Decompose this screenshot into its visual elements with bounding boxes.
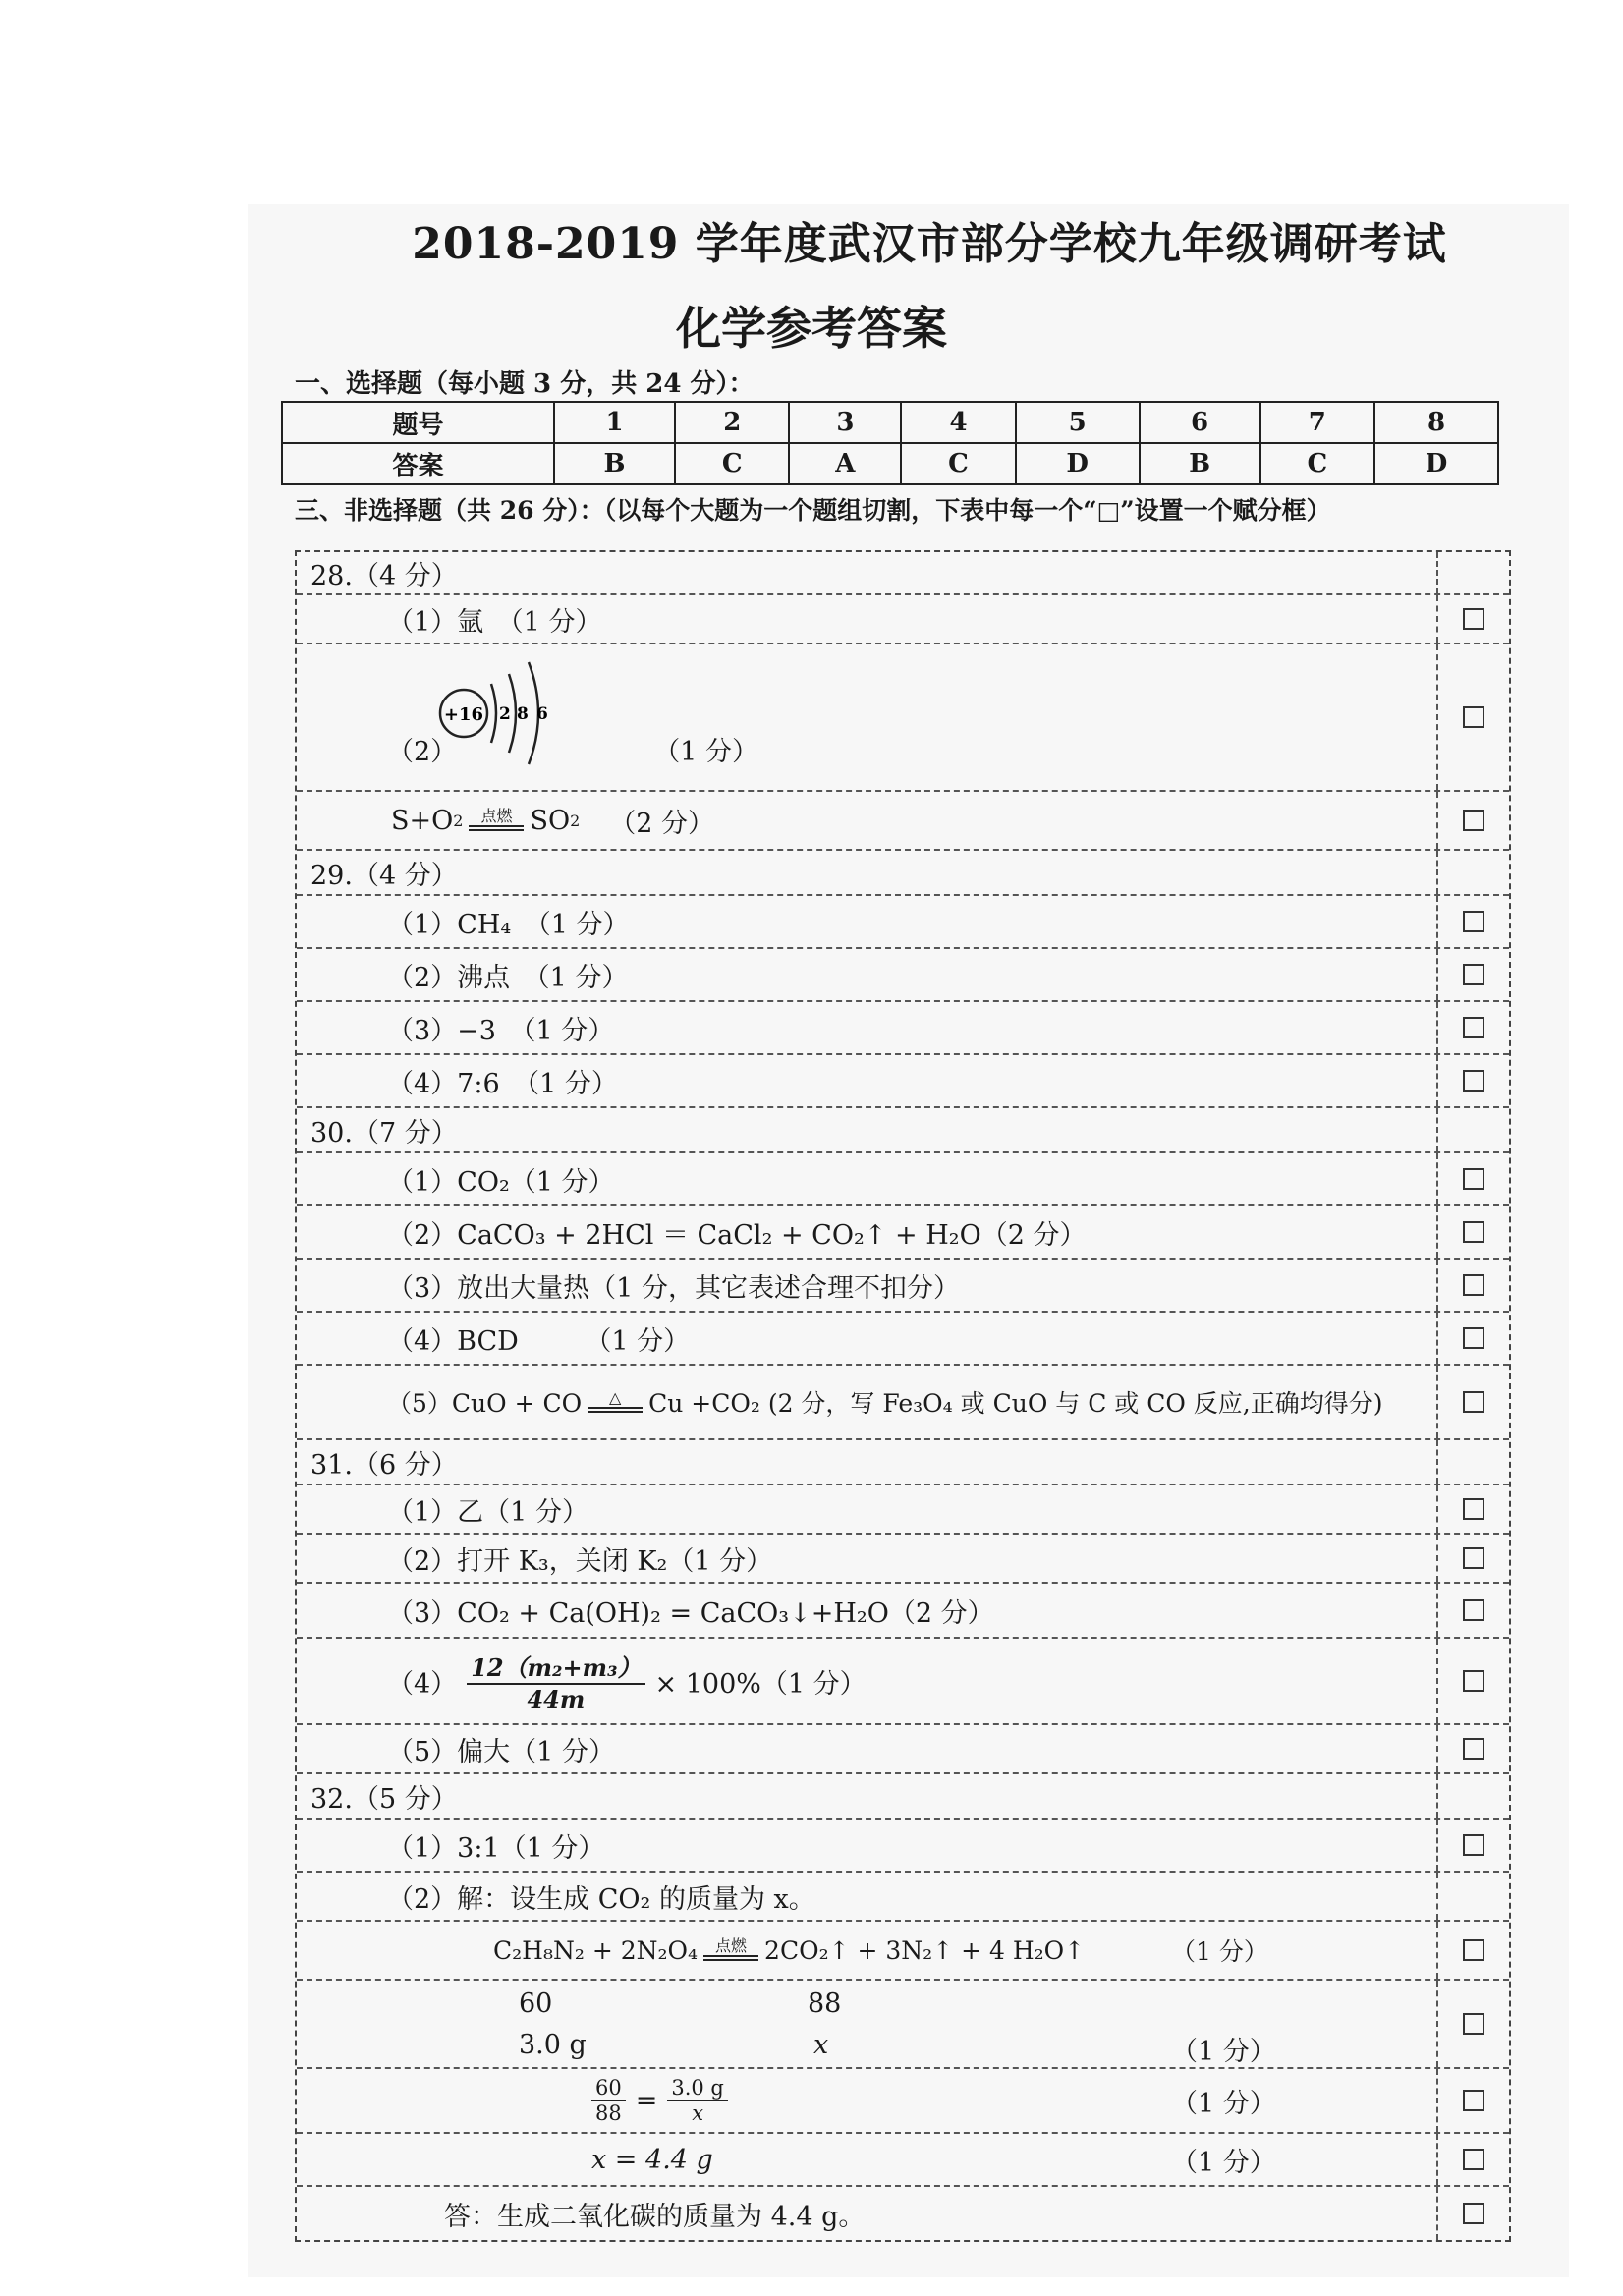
answer-row bbox=[297, 1820, 1509, 1873]
answer-text: × 100%（1 分） bbox=[654, 1668, 867, 1700]
answer-content bbox=[297, 792, 1436, 849]
score-checkbox[interactable] bbox=[1463, 1070, 1484, 1092]
question-header-row bbox=[297, 851, 1509, 896]
answer-cell: D bbox=[1374, 443, 1498, 484]
score-checkbox[interactable] bbox=[1463, 1738, 1484, 1760]
question-number: 1 bbox=[554, 402, 675, 443]
answer-row bbox=[297, 1002, 1509, 1055]
question-number: 3 bbox=[789, 402, 901, 443]
choice-answer-table bbox=[281, 401, 1499, 485]
score-checkbox[interactable] bbox=[1463, 911, 1484, 932]
row-label: 题号 bbox=[282, 402, 554, 443]
answer-row bbox=[297, 1055, 1509, 1108]
question-number: 4 bbox=[901, 402, 1015, 443]
score-box-cell bbox=[1436, 1820, 1509, 1871]
score-box-cell bbox=[1436, 896, 1509, 947]
score-checkbox[interactable] bbox=[1463, 1670, 1484, 1692]
unknown-mass: x bbox=[813, 2030, 829, 2060]
condition-text: 点燃 bbox=[480, 807, 513, 825]
section-nonchoice-heading: 三、非选择题（共 26 分）：（以每个大题为一个题组切割，下表中每一个“□”设置一个赋分框） bbox=[295, 496, 1331, 525]
section-choice-heading: 一、选择题（每小题 3 分，共 24 分）： bbox=[295, 369, 755, 399]
question-number: 7 bbox=[1260, 402, 1374, 443]
fraction-denominator: 88 bbox=[595, 2101, 622, 2125]
answer-cell: A bbox=[789, 443, 901, 484]
score-checkbox[interactable] bbox=[1463, 2013, 1484, 2035]
score-box-cell bbox=[1436, 1002, 1509, 1053]
answer-cell: B bbox=[1140, 443, 1260, 484]
equation-reactants: S+O bbox=[391, 805, 454, 836]
answer-text: （3）CO₂ + Ca(OH)₂ = CaCO₃↓+H₂O（2 分） bbox=[387, 1597, 994, 1629]
answer-row bbox=[297, 949, 1509, 1002]
fraction-numerator: 3.0 g bbox=[667, 2076, 728, 2101]
molar-mass-reactant: 60 bbox=[519, 1988, 553, 2019]
question-number: 5 bbox=[1016, 402, 1140, 443]
scoring-grid bbox=[295, 550, 1511, 2242]
answer-points: （1 分） bbox=[1171, 2147, 1276, 2178]
electron-shell-arc bbox=[491, 684, 496, 743]
score-checkbox[interactable] bbox=[1463, 2203, 1484, 2224]
box-cell-empty bbox=[1436, 1108, 1509, 1151]
equals-sign: = bbox=[635, 2085, 658, 2116]
answer-row bbox=[297, 1725, 1509, 1774]
ratio-right bbox=[667, 2076, 728, 2125]
score-checkbox[interactable] bbox=[1463, 1547, 1484, 1569]
question-header-row bbox=[297, 1440, 1509, 1485]
answer-row bbox=[297, 1584, 1509, 1639]
score-box-cell bbox=[1436, 792, 1509, 849]
question-header: 32.（5 分） bbox=[310, 1783, 458, 1815]
fraction-denominator: 44m bbox=[527, 1685, 586, 1713]
score-box-cell bbox=[1436, 1535, 1509, 1582]
score-checkbox[interactable] bbox=[1463, 2149, 1484, 2170]
condition-text: △ bbox=[608, 1388, 622, 1407]
score-box-cell bbox=[1436, 1981, 1509, 2067]
score-checkbox[interactable] bbox=[1463, 1017, 1484, 1038]
answer-row bbox=[297, 1313, 1509, 1366]
answer-row bbox=[297, 1535, 1509, 1584]
score-checkbox[interactable] bbox=[1463, 1498, 1484, 1520]
question-number: 2 bbox=[675, 402, 789, 443]
score-checkbox[interactable] bbox=[1463, 964, 1484, 985]
shell-electron-count: 8 bbox=[517, 704, 529, 724]
equals-line bbox=[588, 1407, 643, 1409]
score-checkbox[interactable] bbox=[1463, 1221, 1484, 1243]
equals-line bbox=[469, 825, 524, 827]
answer-row bbox=[297, 2187, 1509, 2240]
equals-line bbox=[703, 1955, 758, 1957]
score-checkbox[interactable] bbox=[1463, 1834, 1484, 1856]
score-checkbox[interactable] bbox=[1463, 608, 1484, 630]
question-header-row bbox=[297, 552, 1509, 595]
table-row bbox=[282, 443, 1498, 484]
mass-fraction bbox=[467, 1649, 644, 1713]
answer-row bbox=[297, 1981, 1509, 2069]
answer-points: （1 分） bbox=[1171, 2037, 1276, 2067]
score-checkbox[interactable] bbox=[1463, 1327, 1484, 1349]
answer-row bbox=[297, 1260, 1509, 1313]
answer-cell: C bbox=[675, 443, 789, 484]
fraction-numerator: 60 bbox=[591, 2076, 626, 2101]
answer-cell: D bbox=[1016, 443, 1140, 484]
row-label: 答案 bbox=[282, 443, 554, 484]
score-box-cell bbox=[1436, 1725, 1509, 1772]
answer-row bbox=[297, 792, 1509, 851]
answer-cell: C bbox=[901, 443, 1015, 484]
shell-electron-count: 6 bbox=[536, 704, 548, 724]
answer-text: （5）偏大（1 分） bbox=[387, 1736, 615, 1767]
score-box-cell bbox=[1436, 1313, 1509, 1364]
answer-key-title: 化学参考答案 bbox=[676, 302, 947, 355]
answer-points: （1 分） bbox=[1171, 1937, 1268, 1966]
answer-text: 答：生成二氧化碳的质量为 4.4 g。 bbox=[444, 2201, 866, 2232]
answer-row bbox=[297, 1922, 1509, 1981]
equals-line bbox=[469, 829, 524, 831]
answer-label: （2） bbox=[387, 737, 458, 767]
equation-reactants: （5）CuO + CO bbox=[387, 1389, 583, 1418]
score-checkbox[interactable] bbox=[1463, 1168, 1484, 1190]
condition-text: 点燃 bbox=[715, 1936, 748, 1955]
question-header: 28.（4 分） bbox=[310, 560, 458, 591]
score-box-cell bbox=[1436, 949, 1509, 1000]
answer-text: （1）3:1（1 分） bbox=[387, 1832, 605, 1864]
answer-text: （1）乙（1 分） bbox=[387, 1496, 588, 1528]
answer-row bbox=[297, 644, 1509, 792]
answer-text: （2）打开 K₃，关闭 K₂（1 分） bbox=[387, 1545, 773, 1577]
score-box-cell bbox=[1436, 644, 1509, 790]
question-header: 29.（4 分） bbox=[310, 860, 458, 891]
score-box-cell bbox=[1436, 1260, 1509, 1311]
answer-content bbox=[297, 2134, 1436, 2185]
equals-line bbox=[588, 1411, 643, 1413]
box-cell-empty bbox=[1436, 1873, 1509, 1920]
box-cell-empty bbox=[1436, 851, 1509, 894]
box-cell-empty bbox=[1436, 1774, 1509, 1818]
answer-cell: C bbox=[1260, 443, 1374, 484]
answer-row bbox=[297, 1639, 1509, 1725]
molar-mass-product: 88 bbox=[808, 1988, 842, 2019]
score-box-cell bbox=[1436, 2134, 1509, 2185]
answer-text: （4）7:6 （1 分） bbox=[387, 1068, 618, 1099]
answer-row bbox=[297, 595, 1509, 644]
answer-cell: B bbox=[554, 443, 675, 484]
score-box-cell bbox=[1436, 1206, 1509, 1258]
subscript: 2 bbox=[570, 811, 581, 830]
equation-products: 2CO₂↑ + 3N₂↑ + 4 H₂O↑ bbox=[764, 1935, 1086, 1965]
score-checkbox[interactable] bbox=[1463, 2090, 1484, 2111]
question-header: 30.（7 分） bbox=[310, 1117, 458, 1148]
fraction-numerator: 12（m₂+m₃） bbox=[467, 1649, 644, 1685]
result-value: x = 4.4 g bbox=[591, 2144, 713, 2175]
shell-electron-count: 2 bbox=[499, 704, 511, 724]
answer-content bbox=[297, 1981, 1436, 2067]
reaction-condition bbox=[588, 1388, 643, 1413]
score-checkbox[interactable] bbox=[1463, 810, 1484, 831]
question-header-row bbox=[297, 1774, 1509, 1820]
answer-content bbox=[297, 1639, 1436, 1723]
equation-products: Cu +CO₂ (2 分，写 Fe₃O₄ 或 CuO 与 C 或 CO 反应,正确均得分) bbox=[648, 1389, 1383, 1418]
answer-content bbox=[297, 1366, 1436, 1438]
score-box-cell bbox=[1436, 2187, 1509, 2240]
score-checkbox[interactable] bbox=[1463, 1939, 1484, 1961]
question-header-row bbox=[297, 1108, 1509, 1153]
equation-products: SO bbox=[530, 805, 571, 836]
answer-points: （1 分） bbox=[1171, 2088, 1276, 2119]
ratio-left bbox=[591, 2076, 626, 2125]
answer-label: （4） bbox=[387, 1668, 458, 1700]
score-box-cell bbox=[1436, 2069, 1509, 2132]
answer-points: （1 分） bbox=[653, 737, 758, 767]
equals-line bbox=[703, 1959, 758, 1961]
score-box-cell bbox=[1436, 1485, 1509, 1533]
question-header: 31.（6 分） bbox=[310, 1449, 458, 1481]
answer-row bbox=[297, 896, 1509, 949]
equation-reactants: C₂H₈N₂ + 2N₂O₄ bbox=[493, 1935, 699, 1965]
answer-content bbox=[297, 2069, 1436, 2132]
score-box-cell bbox=[1436, 1922, 1509, 1979]
answer-text: （2）解：设生成 CO₂ 的质量为 x。 bbox=[387, 1883, 815, 1915]
answer-content bbox=[297, 1922, 1436, 1979]
answer-row bbox=[297, 1206, 1509, 1260]
answer-text: （3）−3 （1 分） bbox=[387, 1015, 615, 1046]
answer-row bbox=[297, 2069, 1509, 2134]
answer-row bbox=[297, 2134, 1509, 2187]
answer-text: （3）放出大量热（1 分，其它表述合理不扣分） bbox=[387, 1272, 960, 1304]
given-mass: 3.0 g bbox=[519, 2030, 587, 2060]
score-box-cell bbox=[1436, 1055, 1509, 1106]
sulfur-atom-structure-diagram bbox=[434, 654, 572, 772]
answer-text: （1）氩 （1 分） bbox=[387, 606, 602, 638]
answer-row bbox=[297, 1366, 1509, 1440]
answer-row bbox=[297, 1485, 1509, 1535]
box-cell-empty bbox=[1436, 552, 1509, 593]
answer-row bbox=[297, 1873, 1509, 1922]
score-box-cell bbox=[1436, 1639, 1509, 1723]
table-row bbox=[282, 402, 1498, 443]
reaction-condition bbox=[469, 807, 524, 831]
fraction-denominator: x bbox=[692, 2101, 704, 2125]
score-checkbox[interactable] bbox=[1463, 1274, 1484, 1296]
reaction-condition bbox=[703, 1936, 758, 1961]
question-number: 6 bbox=[1140, 402, 1260, 443]
answer-text: （1）CO₂（1 分） bbox=[387, 1166, 615, 1198]
answer-row bbox=[297, 1153, 1509, 1206]
score-box-cell bbox=[1436, 1153, 1509, 1204]
score-checkbox[interactable] bbox=[1463, 1391, 1484, 1413]
score-checkbox[interactable] bbox=[1463, 706, 1484, 728]
box-cell-empty bbox=[1436, 1440, 1509, 1484]
score-box-cell bbox=[1436, 595, 1509, 643]
score-box-cell bbox=[1436, 1584, 1509, 1637]
answer-text: （1）CH₄ （1 分） bbox=[387, 909, 630, 940]
answer-text: （2）CaCO₃ + 2HCl ＝ CaCl₂ + CO₂↑ + H₂O（2 分） bbox=[387, 1219, 1087, 1251]
score-checkbox[interactable] bbox=[1463, 1599, 1484, 1621]
score-box-cell bbox=[1436, 1366, 1509, 1438]
answer-content bbox=[297, 644, 1436, 790]
answer-text: （2）沸点 （1 分） bbox=[387, 962, 629, 993]
subscript: 2 bbox=[453, 811, 464, 830]
exam-title: 2018-2019 学年度武汉市部分学校九年级调研考试 bbox=[412, 219, 1447, 269]
answer-points: （2 分） bbox=[609, 808, 715, 839]
nucleus-charge: +16 bbox=[443, 704, 484, 725]
question-number: 8 bbox=[1374, 402, 1498, 443]
answer-text: （4）BCD （1 分） bbox=[387, 1325, 691, 1357]
